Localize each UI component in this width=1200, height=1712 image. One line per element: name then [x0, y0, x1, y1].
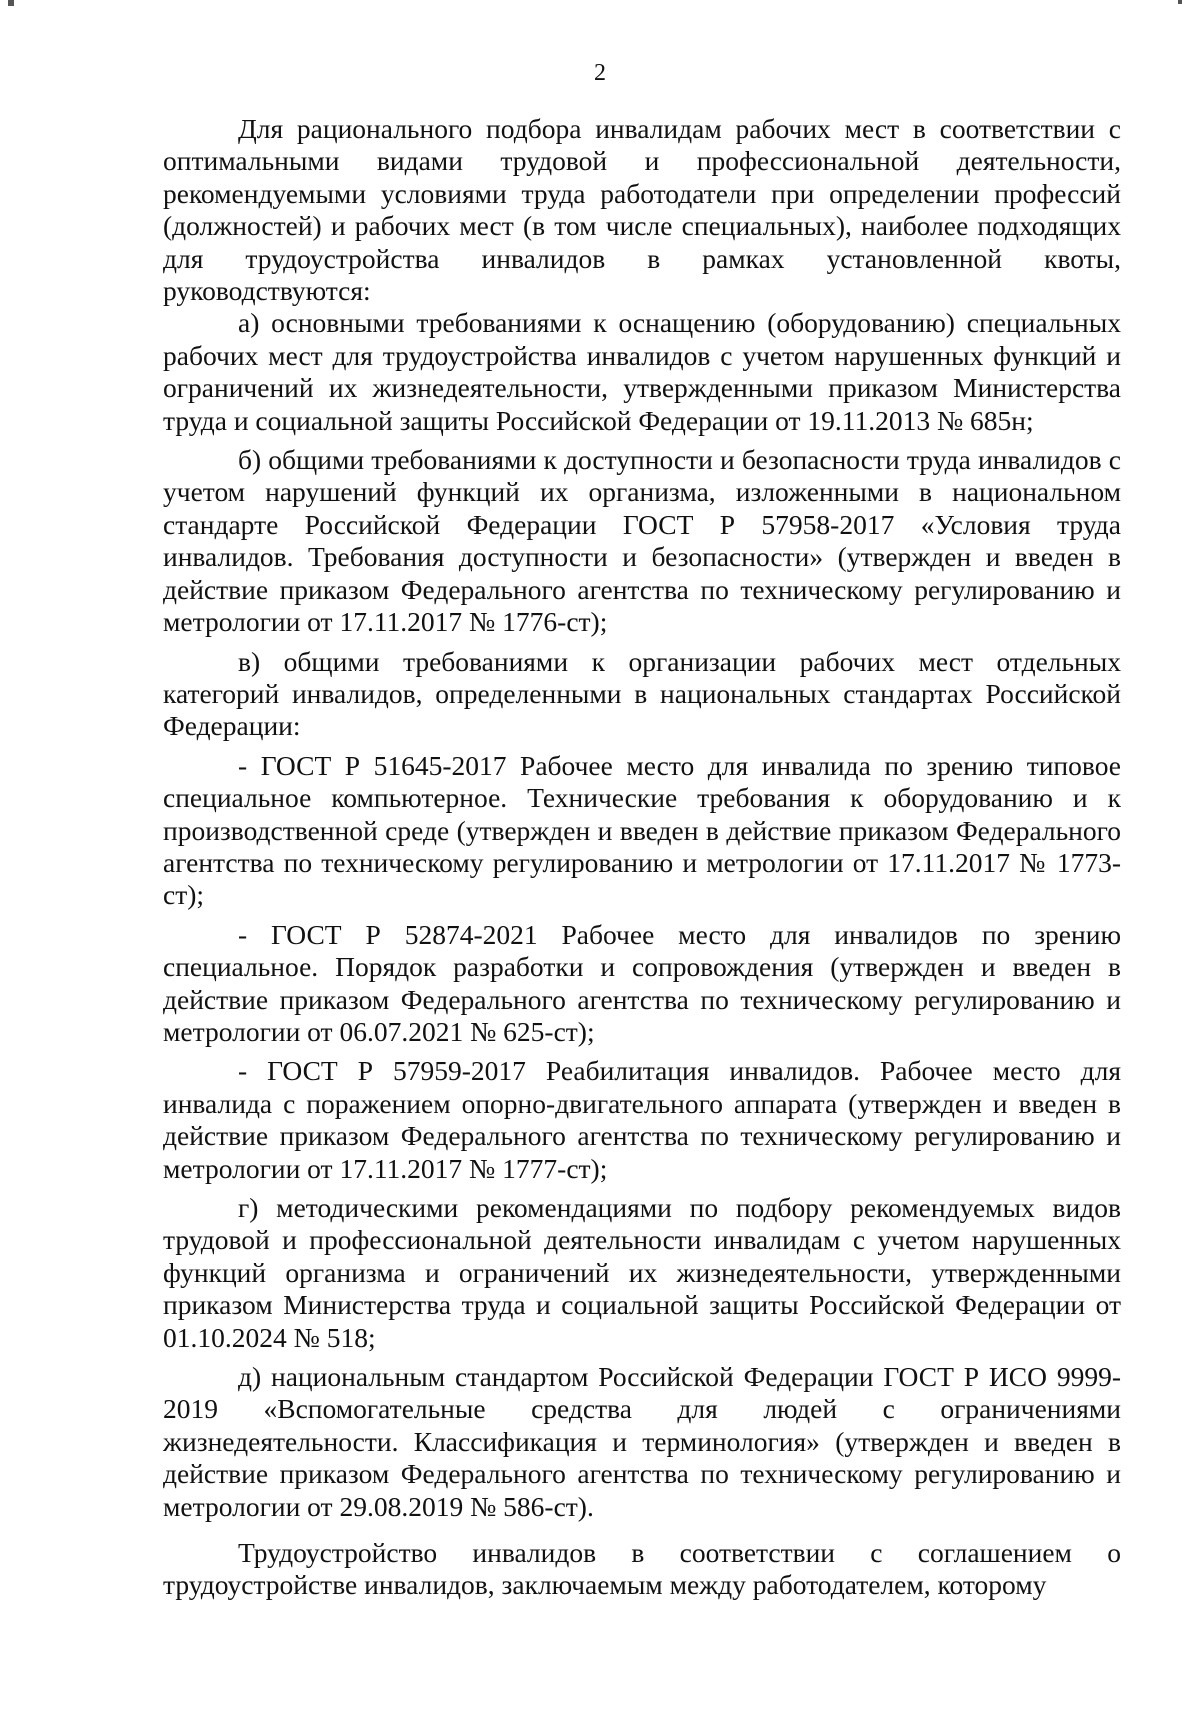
page-number: 2	[594, 60, 606, 86]
gost-57959-paragraph: - ГОСТ Р 57959-2017 Реабилитация инвалидов. Рабочее место для инвалида с поражением опорно-двигательного аппарата (утвержден и введен в действие приказом Федерального агентства по техническому регулированию и метрологии от 17.11.2017 № 1777-ст);	[163, 1055, 1121, 1184]
gost-52874-paragraph: - ГОСТ Р 52874-2021 Рабочее место для инвалидов по зрению специальное. Порядок разработки и сопровождения (утвержден и введен в действие приказом Федерального агентства по техническому регулированию и метрологии от 06.07.2021 № 625-ст);	[163, 918, 1121, 1047]
item-d-paragraph: д) национальным стандартом Российской Федерации ГОСТ Р ИСО 9999-2019 «Вспомогательные средства для людей с ограничениями жизнедеятельности. Классификация и терминология» (утвержден и введен в действие приказом Федерального агентства по техническому регулированию и метрологии от 29.08.2019 № 586-ст).	[163, 1361, 1121, 1522]
item-b-paragraph: б) общими требованиями к доступности и безопасности труда инвалидов с учетом нарушений функций их организма, изложенными в национальном стандарте Российской Федерации ГОСТ Р 57958-2017 «Условия труда инвалидов. Требования доступности и безопасности» (утвержден и введен в действие приказом Федерального агентства по техническому регулированию и метрологии от 17.11.2017 № 1776-ст);	[163, 444, 1121, 638]
scan-artifact	[8, 0, 14, 6]
intro-paragraph: Для рационального подбора инвалидам рабочих мест в соответствии с оптимальными видами трудовой и профессиональной деятельности, рекомендуемыми условиями труда работодатели при определении профессий (должностей) и рабочих мест (в том числе специальных), наиболее подходящих для трудоустройства инвалидов в рамках установленной квоты, руководствуются:	[163, 113, 1121, 307]
scan-artifact	[1178, 0, 1182, 4]
item-a-paragraph: а) основными требованиями к оснащению (оборудованию) специальных рабочих мест для трудоустройства инвалидов с учетом нарушенных функций и ограничений их жизнедеятельности, утвержденными приказом Министерства труда и социальной защиты Российской Федерации от 19.11.2013 № 685н;	[163, 307, 1121, 436]
document-body	[163, 113, 1121, 1602]
item-v-paragraph: в) общими требованиями к организации рабочих мест отдельных категорий инвалидов, определенными в национальных стандартах Российской Федерации:	[163, 645, 1121, 742]
item-g-paragraph: г) методическими рекомендациями по подбору рекомендуемых видов трудовой и профессиональной деятельности инвалидам с учетом нарушенных функций организма и ограничений их жизнедеятельности, утвержденными приказом Министерства труда и социальной защиты Российской Федерации от 01.10.2024 № 518;	[163, 1192, 1121, 1353]
gost-51645-paragraph: - ГОСТ Р 51645-2017 Рабочее место для инвалида по зрению типовое специальное компьютерное. Технические требования к оборудованию и к производственной среде (утвержден и введен в действие приказом Федерального агентства по техническому регулированию и метрологии от 17.11.2017 № 1773-ст);	[163, 749, 1121, 911]
employment-paragraph: Трудоустройство инвалидов в соответствии с соглашением о трудоустройстве инвалидов, заключаемым между работодателем, которому	[163, 1537, 1121, 1601]
